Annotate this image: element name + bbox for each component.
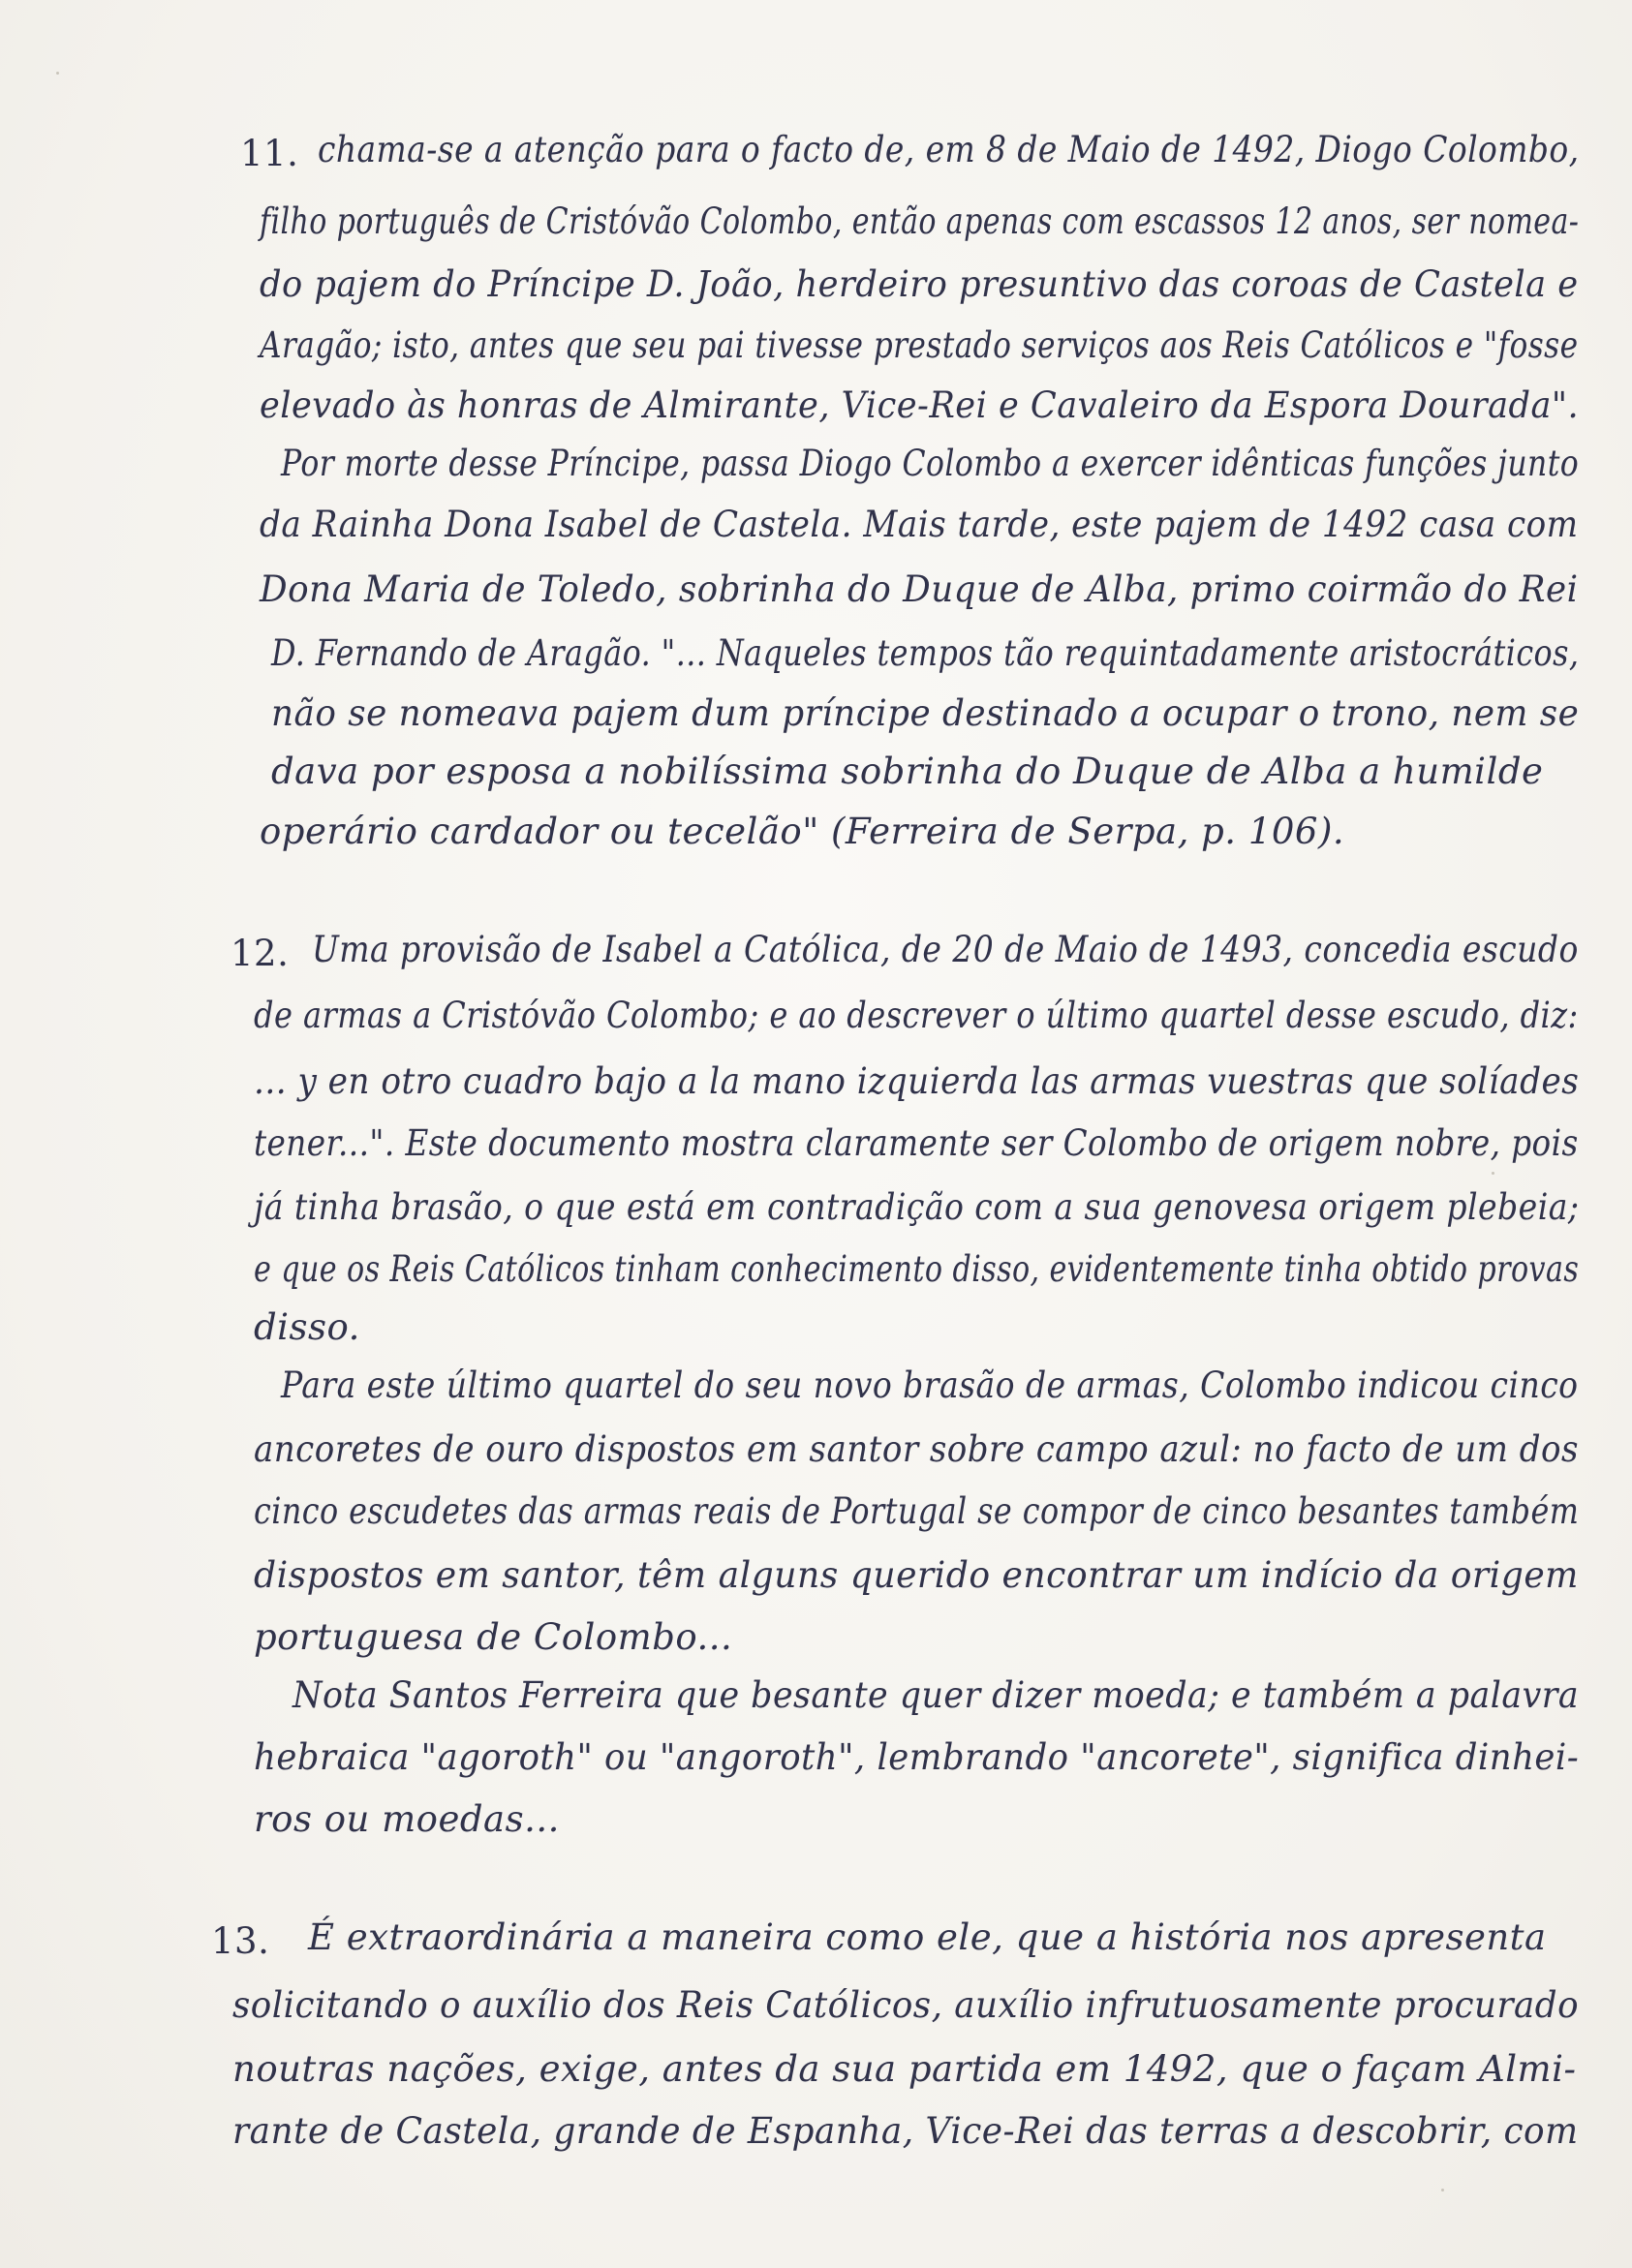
text-line: Por morte desse Príncipe, passa Diogo Colombo a exercer idênticas funções junto [281, 443, 1580, 484]
text-line: já tinha brasão, o que está em contradição com a sua genovesa origem plebeia; [254, 1186, 1580, 1228]
paper-speck [1492, 1172, 1494, 1175]
text-line: D. Fernando de Aragão. "... Naqueles tempos tão requintadamente aristocráticos, [271, 632, 1580, 674]
paragraph-number: 13. [211, 1920, 270, 1962]
paragraph-number: 11. [240, 133, 299, 174]
text-line: É extraordinária a maneira como ele, que a história nos apresenta [308, 1916, 1547, 1958]
text-line: noutras nações, exige, antes da sua partida em 1492, que o façam Almi- [232, 2048, 1577, 2090]
text-line: de armas a Cristóvão Colombo; e ao descrever o último quartel desse escudo, diz: [254, 995, 1579, 1036]
text-line: ros ou moedas... [254, 1798, 560, 1840]
text-line: cinco escudetes das armas reais de Portugal se compor de cinco besantes também [254, 1490, 1580, 1532]
text-line: solicitando o auxílio dos Reis Católicos, auxílio infrutuosamente procurado [232, 1984, 1580, 2026]
text-line: tener...". Este documento mostra claramente ser Colombo de origem nobre, pois [254, 1122, 1579, 1164]
text-line: da Rainha Dona Isabel de Castela. Mais tarde, este pajem de 1492 casa com [260, 504, 1579, 545]
paper-speck [56, 72, 59, 75]
text-line: disso. [254, 1306, 360, 1348]
text-line: Para este último quartel do seu novo brasão de armas, Colombo indicou cinco [281, 1364, 1579, 1406]
text-line: operário cardador ou tecelão" (Ferreira de Serpa, p. 106). [260, 811, 1345, 852]
text-line: chama-se a atenção para o facto de, em 8 de Maio de 1492, Diogo Colombo, [318, 129, 1580, 170]
text-line: ancoretes de ouro dispostos em santor sobre campo azul: no facto de um dos [254, 1428, 1579, 1470]
text-line: portuguesa de Colombo... [254, 1616, 733, 1658]
paragraph-number: 12. [231, 933, 290, 974]
text-line: dispostos em santor, têm alguns querido encontrar um indício da origem [254, 1554, 1579, 1596]
text-line: hebraica "agoroth" ou "angoroth", lembrando "ancorete", significa dinhei- [254, 1736, 1580, 1778]
text-line: Aragão; isto, antes que seu pai tivesse prestado serviços aos Reis Católicos e "fosse [260, 324, 1579, 366]
text-line: Dona Maria de Toledo, sobrinha do Duque de Alba, primo coirmão do Rei [260, 568, 1579, 610]
text-line: elevado às honras de Almirante, Vice-Rei e Cavaleiro da Espora Dourada". [260, 384, 1580, 426]
text-line: filho português de Cristóvão Colombo, então apenas com escassos 12 anos, ser nomea- [260, 200, 1580, 242]
text-line: não se nomeava pajem dum príncipe destinado a ocupar o trono, nem se [271, 692, 1580, 734]
text-line: Nota Santos Ferreira que besante quer dizer moeda; e também a palavra [293, 1674, 1580, 1716]
text-line: Uma provisão de Isabel a Católica, de 20 de Maio de 1493, concedia escudo [312, 929, 1579, 970]
text-line: rante de Castela, grande de Espanha, Vice-Rei das terras a descobrir, com [232, 2110, 1579, 2152]
text-line: e que os Reis Católicos tinham conhecimento disso, evidentemente tinha obtido provas [254, 1248, 1580, 1290]
text-line: ... y en otro cuadro bajo a la mano izquierda las armas vuestras que solíades [254, 1060, 1580, 1102]
paper-speck [1441, 2189, 1444, 2191]
text-line: do pajem do Príncipe D. João, herdeiro presuntivo das coroas de Castela e [260, 263, 1579, 305]
text-line: dava por esposa a nobilíssima sobrinha do Duque de Alba a humilde [271, 751, 1544, 792]
